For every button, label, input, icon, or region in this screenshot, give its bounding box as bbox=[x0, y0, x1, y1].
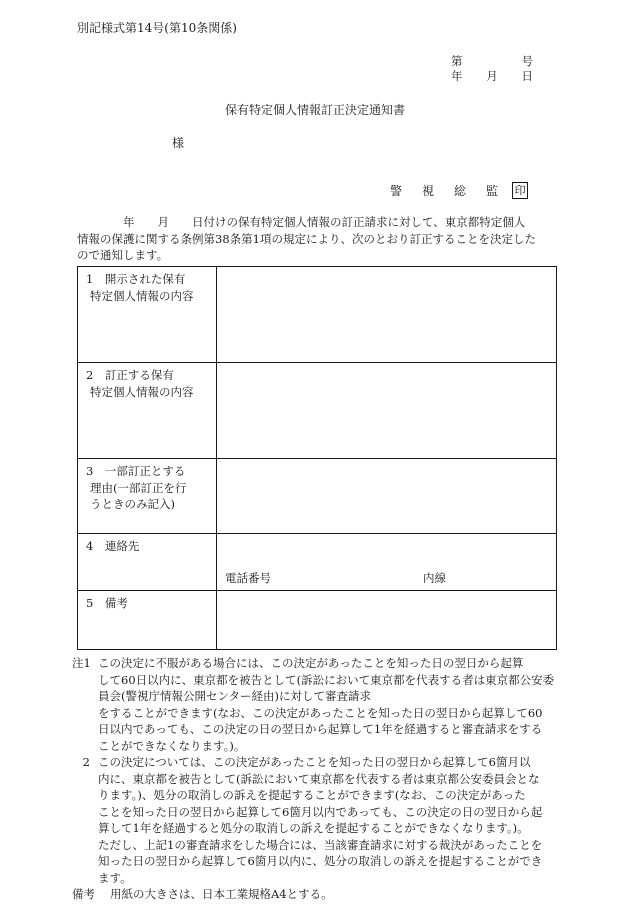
note-2 bbox=[72, 754, 560, 886]
body-line: 年 月 日付けの保有特定個人情報の訂正請求に対して、東京都特定個人 bbox=[77, 215, 526, 229]
table-row bbox=[78, 267, 557, 363]
note-line: ただし、上記1の審査請求をした場合には、当該審査請求に対する裁決があったことを bbox=[98, 837, 543, 852]
table-row bbox=[78, 363, 557, 459]
note-line: ことができなくなります。)。 bbox=[98, 738, 246, 753]
issuer-char: 警 bbox=[390, 184, 403, 198]
table-row bbox=[78, 534, 557, 591]
document-title: 保有特定個人情報訂正決定通知書 bbox=[224, 103, 405, 117]
row-label bbox=[78, 363, 217, 459]
remarks-field[interactable] bbox=[217, 591, 557, 650]
table-row bbox=[78, 459, 557, 534]
row-label bbox=[78, 591, 217, 650]
label-line: 4 連絡先 bbox=[86, 539, 140, 553]
date-day: 日 bbox=[521, 69, 533, 83]
label-line: 5 備考 bbox=[86, 596, 128, 610]
row-label bbox=[78, 267, 217, 363]
disclosed-info-field[interactable] bbox=[217, 267, 557, 363]
body-line: ので通知します。 bbox=[77, 248, 169, 262]
seal-box: 印 bbox=[512, 182, 528, 199]
doc-number-suffix: 号 bbox=[521, 54, 533, 68]
note-line: 内に、東京都を被告として(訴訟において東京都を代表する者は東京都公安委員会とな bbox=[98, 771, 540, 786]
contact-field[interactable] bbox=[217, 534, 557, 591]
note-line: して60日以内に、東京都を被告として(訴訟において東京都を代表する者は東京都公安委員会(警視庁情報公開センター経由)に対して審査請求 bbox=[98, 672, 555, 703]
label-line: 理由(一部訂正を行 bbox=[90, 480, 187, 495]
row-label bbox=[78, 534, 217, 591]
note-1 bbox=[72, 655, 560, 754]
note-line: 日以内であっても、この決定の日の翌日から起算して1年を経過すると審査請求をする bbox=[98, 722, 543, 736]
label-line: 1 開示された保有 bbox=[86, 272, 186, 286]
note-line: この決定については、この決定があったことを知った日の翌日から起算して6箇月以 bbox=[98, 755, 531, 769]
body-line: 情報の保護に関する条例第38条第1項の規定により、次のとおり訂正することを決定した bbox=[77, 231, 536, 246]
note-line: ます。 bbox=[98, 870, 132, 885]
bikou bbox=[72, 886, 560, 903]
date-month: 月 bbox=[486, 69, 498, 83]
note-mark: 2 bbox=[82, 755, 90, 769]
label-line: 特定個人情報の内容 bbox=[90, 288, 194, 303]
issuer-char: 視 bbox=[422, 184, 435, 198]
decision-table bbox=[77, 266, 557, 650]
table-row bbox=[78, 591, 557, 650]
partial-correction-reason-field[interactable] bbox=[217, 459, 557, 534]
issuer-char: 総 bbox=[454, 184, 467, 198]
extension-label: 内線 bbox=[423, 571, 446, 585]
addressee-suffix: 様 bbox=[172, 136, 185, 150]
label-line: 3 一部訂正とする bbox=[86, 464, 186, 478]
note-line: この決定に不服がある場合には、この決定があったことを知った日の翌日から起算 bbox=[98, 656, 524, 670]
tel-label: 電話番号 bbox=[225, 571, 271, 585]
issuer-char: 監 bbox=[486, 184, 499, 198]
issuer bbox=[390, 182, 528, 199]
date-year: 年 bbox=[451, 69, 463, 83]
note-line: 算して1年を経過すると処分の取消しの訴えを提起することができなくなります。)。 bbox=[98, 821, 529, 835]
note-line: ことを知った日の翌日から起算して6箇月以内であっても、この決定の日の翌日から起 bbox=[98, 804, 543, 819]
note-line: 知った日の翌日から起算して6箇月以内に、処分の取消しの訴えを提起することができ bbox=[98, 854, 543, 868]
row-label bbox=[78, 459, 217, 534]
doc-number-prefix: 第 bbox=[451, 54, 463, 68]
bikou-label: 備考 bbox=[72, 887, 95, 901]
note-line: をすることができます(なお、この決定があったことを知った日の翌日から起算して60 bbox=[98, 705, 543, 720]
form-number: 別記様式第14号(第10条関係) bbox=[77, 21, 237, 35]
correction-content-field[interactable] bbox=[217, 363, 557, 459]
bikou-text: 用紙の大きさは、日本工業規格A4とする。 bbox=[110, 887, 333, 901]
notes bbox=[72, 655, 560, 903]
label-line: 特定個人情報の内容 bbox=[90, 384, 194, 399]
label-line: うときのみ記入) bbox=[90, 497, 175, 511]
document-number bbox=[451, 53, 533, 69]
label-line: 2 訂正する保有 bbox=[86, 368, 174, 382]
body-text bbox=[77, 214, 557, 264]
note-mark: 注1 bbox=[72, 656, 91, 670]
document-date bbox=[451, 68, 533, 84]
note-line: ります。)、処分の取消しの訴えを提起することができます(なお、この決定があった bbox=[98, 788, 526, 802]
